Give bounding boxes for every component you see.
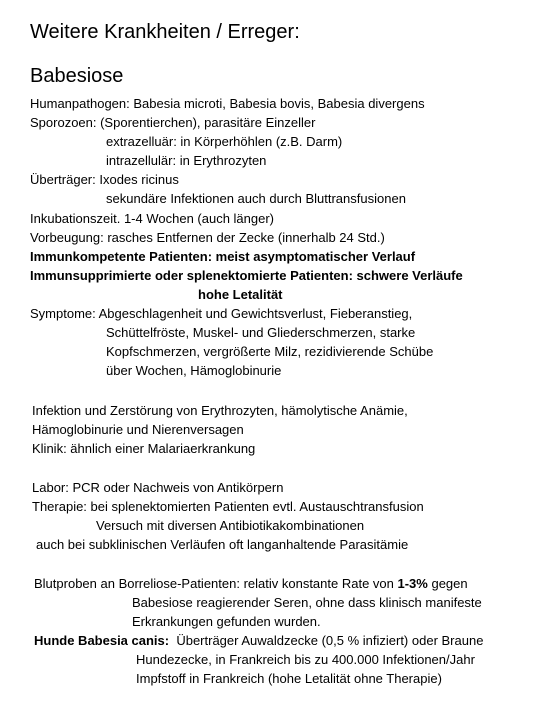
section-heading: Babesiose <box>30 65 124 87</box>
pathology-block <box>32 401 408 458</box>
symptoms-line-2: Schüttelfröste, Muskel- und Gliederschmerzen, starke <box>106 325 416 341</box>
dog-line <box>34 631 483 650</box>
lethality-line: hohe Letalität <box>198 286 283 302</box>
dog-babesia-label: Hunde Babesia canis: <box>34 633 170 649</box>
pathogen-line: Humanpathogen: Babesia microti, Babesia bovis, Babesia divergens <box>30 96 425 111</box>
symptoms-line-4: über Wochen, Hämoglobinurie <box>106 363 282 379</box>
borreliosis-text: Blutproben an Borreliose-Patienten: relativ konstante Rate von <box>34 576 398 591</box>
epidemiology-block <box>34 574 483 689</box>
intracellular-line: intrazellulär: in Erythrozyten <box>106 153 267 169</box>
extracellular-line: extrazelluär: in Körperhöhlen (z.B. Darm) <box>106 134 343 150</box>
page-title: Weitere Krankheiten / Erreger: <box>30 21 300 43</box>
transfusion-line: sekundäre Infektionen auch durch Bluttransfusionen <box>106 191 406 207</box>
incubation-line: Inkubationszeit. 1-4 Wochen (auch länger) <box>30 210 275 226</box>
vaccine-line: Impfstoff in Frankreich (hohe Letalität ohne Therapie) <box>136 671 442 687</box>
therapy-line: Therapie: bei splenektomierten Patienten evtl. Austauschtransfusion <box>32 499 424 515</box>
symptoms-line: Symptome: Abgeschlagenheit und Gewichtsverlust, Fieberanstieg, <box>30 306 413 322</box>
immunosuppressed-line: Immunsupprimierte oder splenektomierte Patienten: schwere Verläufe <box>30 267 463 283</box>
dog-tick-line: Hundezecke, in Frankreich bis zu 400.000 Infektionen/Jahr <box>136 652 475 668</box>
disease-overview <box>30 94 463 380</box>
antibiotics-line: Versuch mit diversen Antibiotikakombinationen <box>96 518 365 534</box>
kidney-line: Hämoglobinurie und Nierenversagen <box>32 422 244 438</box>
parasitemia-line: auch bei subklinischen Verläufen oft langanhaltende Parasitämie <box>36 537 409 553</box>
infection-line: Infektion und Zerstörung von Erythrozyten, hämolytische Anämie, <box>32 403 408 418</box>
symptoms-line-3: Kopfschmerzen, vergrößerte Milz, rezidivierende Schübe <box>106 344 434 360</box>
diagnosis-therapy-block <box>32 478 424 554</box>
lab-line: Labor: PCR oder Nachweis von Antikörpern <box>32 480 284 495</box>
rate-value: 1-3% <box>397 576 428 591</box>
immunocompetent-line: Immunkompetente Patienten: meist asymptomatischer Verlauf <box>30 248 416 264</box>
clinic-line: Klinik: ähnlich einer Malariaerkrankung <box>32 441 256 457</box>
vector-line: Überträger: Ixodes ricinus <box>30 172 179 188</box>
borreliosis-text-end: gegen <box>427 576 468 591</box>
prevention-line: Vorbeugung: rasches Entfernen der Zecke (innerhalb 24 Std.) <box>30 229 385 245</box>
sera-line: Babesiose reagierender Seren, ohne dass klinisch manifeste <box>132 595 482 611</box>
dog-vector-text: Überträger Auwaldzecke (0,5 % infiziert) oder Braune <box>169 633 484 649</box>
sporozoa-line: Sporozoen: (Sporentierchen), parasitäre Einzeller <box>30 115 316 131</box>
findings-line: Erkrankungen gefunden wurden. <box>132 614 321 630</box>
borreliosis-line <box>34 574 483 593</box>
